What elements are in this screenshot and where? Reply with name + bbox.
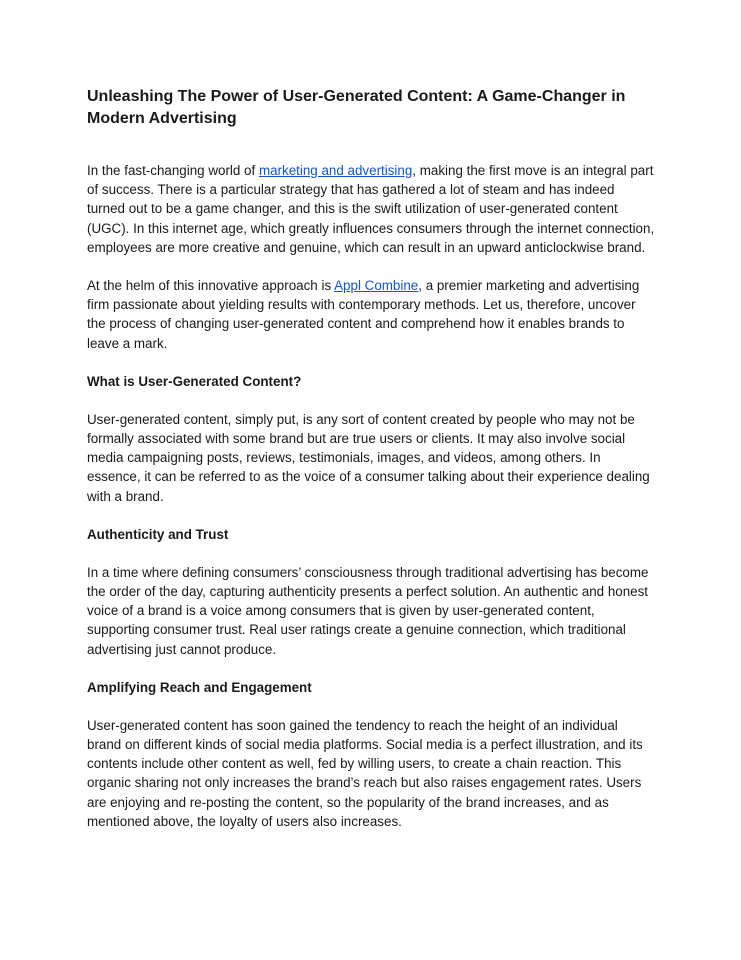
helm-text-before-link: At the helm of this innovative approach is <box>87 278 335 294</box>
section-body-what-is-ugc: User-generated content, simply put, is any sort of content created by people who may not be formally associated with some brand but are true users or clients. It may also involve social media campaigning posts, reviews, testimonials, images, and videos, among others. In essence, it can be referred to as the voice of a consumer talking about their experience dealing with a brand. <box>87 411 650 504</box>
appl-combine-link[interactable]: Appl Combine <box>334 278 419 294</box>
section-heading-authenticity-trust: Authenticity and Trust <box>87 526 229 542</box>
intro-paragraph <box>87 161 655 257</box>
helm-text-after-link: , a premier marketing and advertising firm passionate about yielding results with contemporary methods. Let us, therefore, uncover the process of changing user-generated content and comprehend how it enables brands to leave a mark. <box>87 278 640 351</box>
helm-paragraph <box>87 276 655 353</box>
intro-text-before-link: In the fast-changing world of <box>87 163 259 178</box>
section-heading-what-is-ugc: What is User-Generated Content? <box>87 373 302 389</box>
document-title: Unleashing The Power of User-Generated Content: A Game-Changer in Modern Advertising <box>87 88 626 127</box>
marketing-and-advertising-link[interactable]: marketing and advertising <box>258 163 413 178</box>
section-body-authenticity-trust: In a time where defining consumers’ consciousness through traditional advertising has become the order of the day, capturing authenticity presents a perfect solution. An authentic and honest voice of a brand is a voice among consumers that is given by user-generated content, supporting consumer trust. Real user ratings create a genuine connection, which traditional advertising just cannot produce. <box>87 564 649 657</box>
section-heading-amplifying-reach: Amplifying Reach and Engagement <box>87 679 312 695</box>
section-body-amplifying-reach: User-generated content has soon gained the tendency to reach the height of an individual brand on different kinds of social media platforms. Social media is a perfect illustration, and its contents include other content as well, fed by willing users, to create a chain reaction. This organic sharing not only increases the brand’s reach but also raises engagement rates. Users are enjoying and re-posting the content, so the popularity of the brand increases, and as mentioned above, the loyalty of users also increases. <box>87 717 643 829</box>
intro-text-after-link: , making the first move is an integral part of success. There is a particular strategy that has gathered a lot of steam and has indeed turned out to be a game changer, and this is the swift utilization of user-generated content (UGC). In this internet age, which greatly influences consumers through the internet connection, employees are more creative and genuine, which can result in an upward anticlockwise brand. <box>87 163 655 255</box>
